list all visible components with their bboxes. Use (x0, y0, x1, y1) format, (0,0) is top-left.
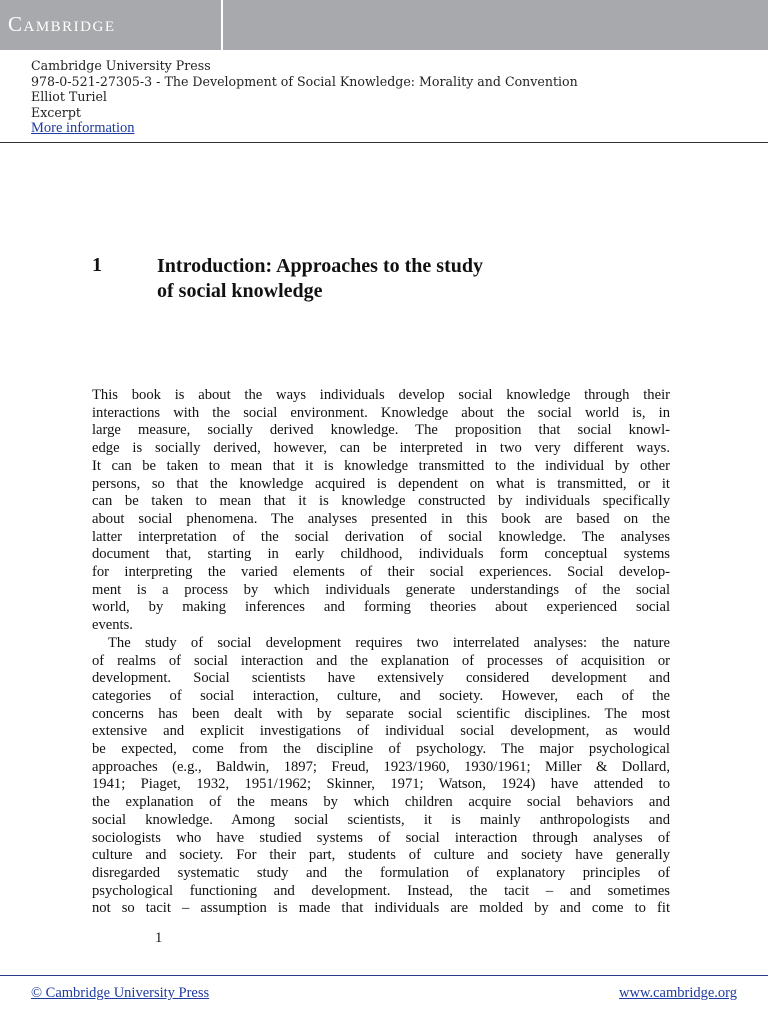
text-line: events. (92, 617, 133, 634)
text-line: about social phenomena. The analyses presented in this book are based on the (92, 510, 670, 527)
text-line: concerns has been dealt with by separate social scientific disciplines. The most (92, 705, 670, 722)
author-name: Elliot Turiel (31, 89, 107, 105)
book-metadata (31, 58, 578, 137)
chapter-title-line: of social knowledge (157, 280, 323, 302)
text-line: 1941; Piaget, 1932, 1951/1962; Skinner, 1971; Watson, 1924) have attended to (92, 776, 670, 793)
text-line: document that, starting in early childhood, individuals form conceptual systems (92, 546, 670, 563)
chapter-title (157, 254, 483, 304)
text-line: social knowledge. Among social scientists, it is mainly anthropologists and (92, 811, 670, 828)
text-line: psychological functioning and development. Instead, the tacit – and sometimes (92, 882, 670, 899)
text-line: can be taken to mean that it is knowledge constructed by individuals specifically (92, 493, 670, 510)
website-link[interactable]: www.cambridge.org (619, 985, 737, 1001)
text-line: culture and society. For their part, students of culture and society have generally (92, 847, 670, 864)
chapter-number: 1 (92, 254, 102, 276)
text-line: world, by making inferences and forming theories about experienced social (92, 599, 670, 616)
text-line: latter interpretation of the social derivation of social knowledge. The analyses (92, 528, 670, 545)
chapter-title-line: Introduction: Approaches to the study (157, 255, 483, 277)
text-line: edge is socially derived, however, can be interpreted in two very different ways. (92, 440, 670, 457)
publisher-name: Cambridge University Press (31, 58, 211, 73)
cambridge-logo (0, 0, 223, 50)
text-line: for interpreting the varied elements of their social experiences. Social develop- (92, 564, 670, 581)
text-line: persons, so that the knowledge acquired is dependent on what is transmitted, or it (92, 475, 670, 492)
text-line: categories of social interaction, culture, and society. However, each of the (92, 687, 670, 704)
header-divider (0, 142, 768, 143)
excerpt-label: Excerpt (31, 104, 81, 120)
more-information-link[interactable]: More information (31, 120, 135, 137)
isbn-title: 978-0-521-27305-3 - The Development of Social Knowledge: Morality and Convention (31, 73, 578, 89)
text-line: development. Social scientists have extensively considered development and (92, 670, 670, 687)
text-line: not so tacit – assumption is made that individuals are molded by and come to fit (92, 900, 670, 917)
text-line: of realms of social interaction and the explanation of processes of acquisition or (92, 652, 670, 669)
text-line: It can be taken to mean that it is knowledge transmitted to the individual by other (92, 457, 670, 474)
text-line: the explanation of the means by which children acquire social behaviors and (92, 794, 670, 811)
text-line: interactions with the social environment. Knowledge about the social world is, in (92, 404, 670, 421)
text-line: This book is about the ways individuals develop social knowledge through their (92, 387, 670, 403)
footer-divider (0, 975, 768, 976)
text-line: disregarded systematic study and the formulation of explanatory principles of (92, 864, 670, 881)
text-line: The study of social development requires two interrelated analyses: the nature (108, 634, 670, 651)
body-text (92, 387, 670, 918)
text-line: large measure, socially derived knowledge. The proposition that social knowl- (92, 422, 670, 439)
copyright-link[interactable]: © Cambridge University Press (31, 985, 210, 1001)
page-number: 1 (155, 930, 163, 946)
text-line: ment is a process by which individuals generate understandings of the social (92, 581, 670, 598)
text-line: sociologists who have studied systems of social interaction through analyses of (92, 829, 670, 846)
text-line: approaches (e.g., Baldwin, 1897; Freud, 1923/1960, 1930/1961; Miller & Dollard, (92, 758, 670, 775)
logo-text: Cambridge (8, 12, 116, 36)
text-line: be expected, come from the discipline of psychology. The major psychological (92, 741, 670, 758)
text-line: extensive and explicit investigations of individual social development, as would (92, 723, 670, 740)
